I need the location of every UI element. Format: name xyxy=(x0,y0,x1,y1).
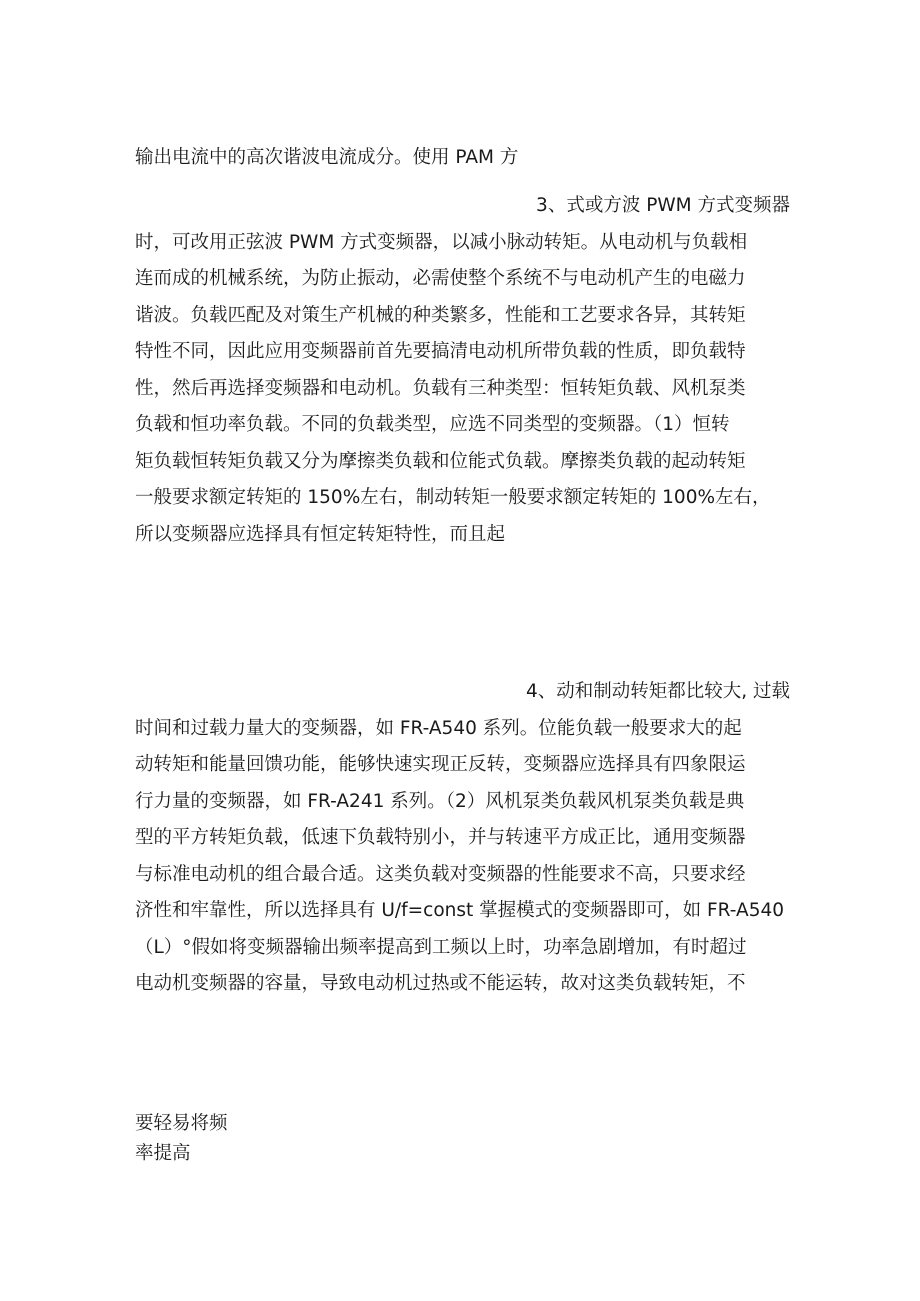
paragraph-1 xyxy=(135,140,790,177)
text-line: 所以变频器应选择具有恒定转矩特性，而且起 xyxy=(135,523,506,545)
text-line: 谐波。负载匹配及对策生产机械的种类繁多，性能和工艺要求各异，其转矩 xyxy=(135,304,746,326)
paragraph-3 xyxy=(135,674,790,1003)
text-line: 电动机变频器的容量，导致电动机过热或不能运转，故对这类负载转矩，不 xyxy=(135,973,746,994)
text-line: 与标准电动机的组合最合适。这类负载对变频器的性能要求不高，只要求经 xyxy=(135,863,746,885)
text-line: 行力量的变频器，如 FR-A241 系列。（2）风机泵类负载风机泵类负载是典 xyxy=(135,790,745,812)
section-heading-3: 3、式或方波 PWM 方式变频器 xyxy=(536,195,790,216)
text-line: 矩负载恒转矩负载又分为摩擦类负载和位能式负载。摩擦类负载的起动转矩 xyxy=(135,450,746,472)
paragraph-4 xyxy=(135,1109,790,1169)
text-line: 输出电流中的高次谐波电流成分。使用 PAM 方 xyxy=(135,147,519,168)
text-line: 特性不同，因此应用变频器前首先要搞清电动机所带负载的性质，即负载特 xyxy=(135,341,746,362)
text-line: 一般要求额定转矩的 150%左右，制动转矩一般要求额定转矩的 100%左右， xyxy=(135,487,771,508)
text-line: 型的平方转矩负载，低速下负载特别小，并与转速平方成正比，通用变频器 xyxy=(135,827,746,848)
section-heading-4: 4、动和制动转矩都比较大, 过载 xyxy=(525,681,790,702)
text-line: 时间和过载力量大的变频器，如 FR-A540 系列。位能负载一般要求大的起 xyxy=(135,717,742,739)
text-line: 性，然后再选择变频器和电动机。负载有三种类型：恒转矩负载、风机泵类 xyxy=(135,377,746,399)
text-line: （L）°假如将变频器输出频率提高到工频以上时，功率急剧增加，有时超过 xyxy=(135,936,747,958)
text-line: 要轻易将频 xyxy=(135,1113,228,1134)
text-line: 率提高 xyxy=(135,1143,191,1164)
text-line: 负载和恒功率负载。不同的负载类型，应选不同类型的变频器。（1）恒转 xyxy=(135,414,730,435)
text-line: 济性和牢靠性，所以选择具有 U/f=const 掌握模式的变频器即可，如 FR-A540 xyxy=(135,900,785,921)
text-line: 动转矩和能量回馈功能，能够快速实现正反转，变频器应选择具有四象限运 xyxy=(135,754,746,775)
text-line: 时，可改用正弦波 PWM 方式变频器，以减小脉动转矩。从电动机与负载相 xyxy=(135,231,748,253)
paragraph-2 xyxy=(135,188,790,553)
text-line: 连而成的机械系统，为防止振动，必需使整个系统不与电动机产生的电磁力 xyxy=(135,268,746,289)
